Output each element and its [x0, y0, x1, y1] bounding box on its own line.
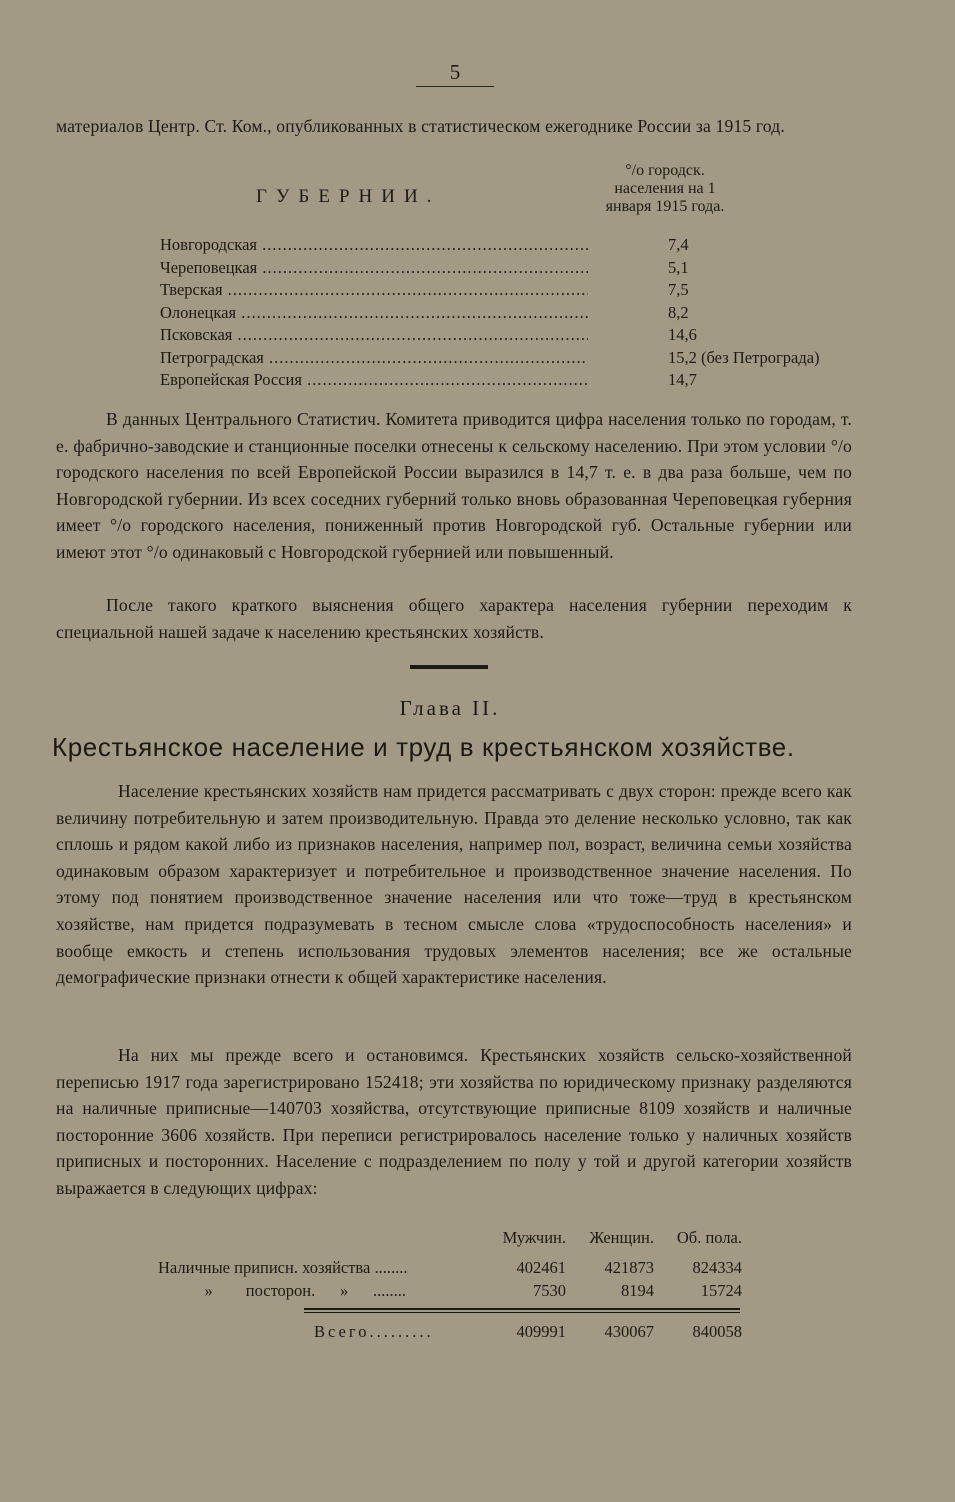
guberniya-name: Псковская .....: [160, 324, 588, 347]
chapter-title: Крестьянское население и труд в крестьянском хозяйстве.: [52, 732, 795, 762]
cell-male: 402461: [516, 1258, 566, 1277]
guberniya-value: 14,7: [668, 370, 697, 389]
guberniya-value: 15,2 (без Петрограда): [668, 347, 820, 367]
total-rule: [304, 1308, 740, 1310]
guberniya-value: 7,4: [668, 235, 689, 254]
cell-both: 824334: [692, 1258, 742, 1277]
table-row: [160, 279, 860, 302]
guberniya-name: Олонецкая .....: [160, 302, 588, 325]
page-number-rule: [416, 86, 494, 87]
column-header-both: Об. пола.: [676, 1228, 742, 1247]
guberniya-value: 5,1: [668, 257, 689, 277]
table-row: [160, 347, 860, 370]
guberniya-name: Новгородская .....: [160, 234, 588, 257]
page-number: 5: [449, 60, 461, 84]
table-row: [160, 257, 860, 280]
table-row: [140, 1281, 780, 1305]
gubernii-table: [160, 234, 860, 392]
total-rule: [304, 1312, 740, 1313]
body-paragraph: Население крестьянских хозяйств нам придется рассматривать с двух сторон: прежде всего как величину потребительную и затем производительную. Правда это деление несколько условно, так как сплошь и рядом какой либо из признаков населения, например пол, возраст, величина семьи хозяйства одинаковым образом характеризует и потребительное и производственное значение населения. По этому под понятием производственное значение населения или что тоже—труд в крестьянском хозяйстве, нам придется подразумевать в тесном смысле слова «трудоспособность населения» и вообще емкость и степень использования трудовых элементов населения; все же остальные демографические признаки отнести к общей характеристике населения.: [56, 781, 852, 988]
column-header-female: Женщин.: [589, 1228, 654, 1247]
table-row: [160, 369, 860, 392]
guberniya-name: Европейская Россия .....: [160, 369, 588, 392]
total-female: 430067: [604, 1322, 654, 1341]
table-row: [160, 302, 860, 325]
cell-both: 15724: [700, 1281, 742, 1300]
urban-percent-column-header: °/о городск. населения на 1 января 1915 года.: [605, 162, 725, 215]
table-header-row: [140, 1228, 780, 1252]
chapter-label: Глава II.: [399, 696, 501, 720]
guberniya-value: 7,5: [668, 280, 689, 299]
table-row: [160, 234, 860, 257]
guberniya-name: Тверская .....: [160, 279, 588, 302]
table-row: [160, 324, 860, 347]
cell-female: 421873: [604, 1258, 654, 1277]
row-label: » посторон. » ........: [188, 1281, 407, 1300]
intro-paragraph: материалов Центр. Ст. Ком., опубликованных в статистическом ежегоднике России за 1915 год.: [56, 116, 785, 136]
cell-male: 7530: [533, 1281, 566, 1300]
guberniya-value: 8,2: [668, 302, 689, 322]
total-both: 840058: [692, 1322, 742, 1341]
body-paragraph: В данных Центрального Статистич. Комитета приводится цифра населения только по городам, т. е. фабрично-заводские и станционные поселки отнесены к сельскому населению. При этом условии °/о городского населения по всей Европейской России выразился в 14,7 т. е. в два раза больше, чем по Новгородской губернии. Из всех соседних губерний только вновь образованная Череповецкая губерния имеет °/о городского населения, пониженный против Новгородской губ. Остальные губернии или имеют этот °/о одинаковый с Новгородской губернией или повышенный.: [56, 409, 852, 562]
table-row: [140, 1258, 780, 1282]
column-header-male: Мужчин.: [502, 1228, 566, 1247]
cell-female: 8194: [621, 1281, 654, 1300]
total-male: 409991: [516, 1322, 566, 1341]
guberniya-name: Петроградская .....: [160, 347, 588, 370]
body-paragraph: На них мы прежде всего и остановимся. Крестьянских хозяйств сельско-хозяйственной переписью 1917 года зарегистрировано 152418; эти хозяйства по юридическому признаку разделяются на наличные приписные—140703 хозяйства, отсутствующие приписные 8109 хозяйств и наличные посторонние 3606 хозяйств. При переписи регистрировалось население только у наличных хозяйств приписных и посторонних. Население с подразделением по полу у той и другой категории хозяйств выражается в следующих цифрах:: [56, 1045, 852, 1198]
body-paragraph: После такого краткого выяснения общего характера населения губернии переходим к специальной нашей задаче к населению крестьянских хозяйств.: [56, 595, 852, 642]
guberniya-name: Череповецкая .....: [160, 257, 588, 280]
gubernii-column-header: ГУБЕРНИИ.: [256, 186, 441, 207]
row-label: Наличные приписн. хозяйства ........: [158, 1258, 408, 1277]
table-total-row: [140, 1322, 780, 1346]
section-divider: [410, 665, 488, 669]
guberniya-value: 14,6: [668, 325, 697, 344]
total-label: Всего.........: [314, 1322, 434, 1341]
